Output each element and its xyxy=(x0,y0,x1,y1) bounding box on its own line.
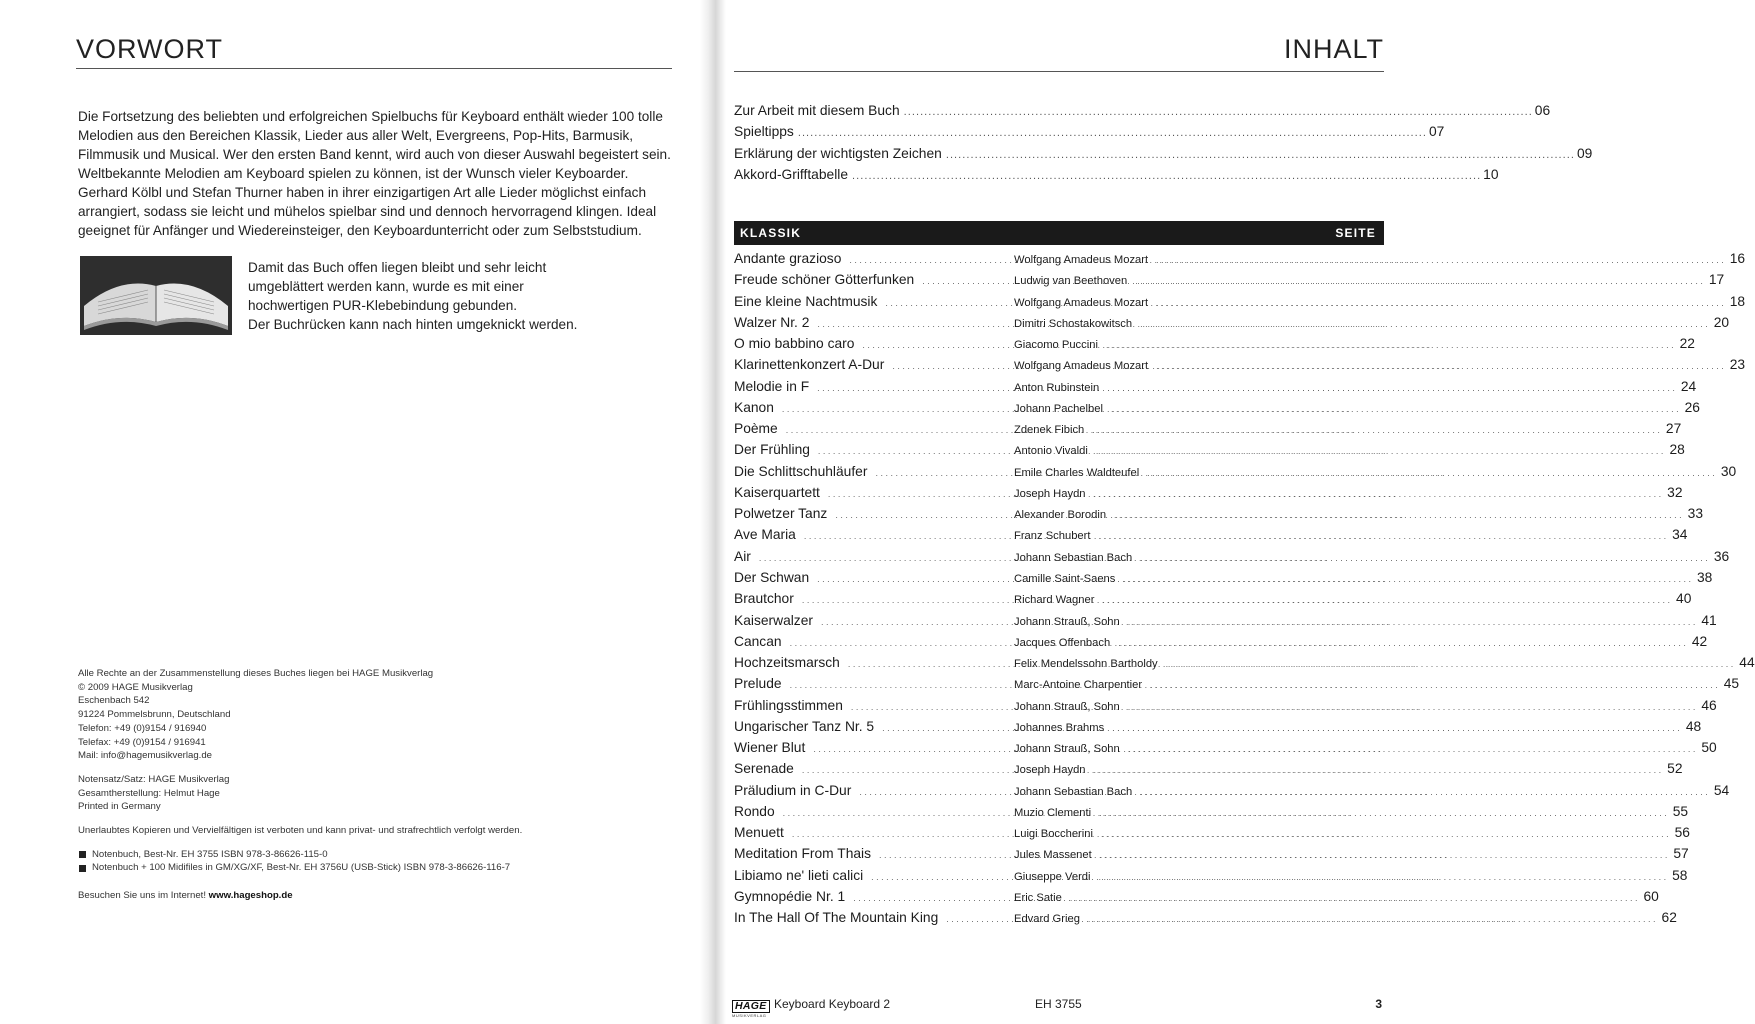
square-bullet-icon xyxy=(79,865,86,872)
toc-entry[interactable] xyxy=(734,825,1690,846)
right-page xyxy=(726,0,1755,1024)
title-cell xyxy=(734,591,1014,606)
logo-subtext: MUSIKVERLAG xyxy=(732,1013,767,1018)
dot-leader xyxy=(1088,914,1656,924)
product-line xyxy=(78,848,678,862)
toc-entry-composer: Johann Strauß, Sohn xyxy=(1014,615,1120,628)
toc-entry-composer: Marc-Antoine Charpentier xyxy=(1014,679,1143,692)
toc-entry-page: 06 xyxy=(1534,103,1551,118)
toc-entry[interactable] xyxy=(734,612,1717,634)
composer-cell xyxy=(1014,318,1714,330)
toc-entry-page: 57 xyxy=(1673,846,1689,862)
toc-entry[interactable] xyxy=(734,463,1737,485)
toc-entry[interactable] xyxy=(734,527,1688,548)
toc-entry-page: 17 xyxy=(1708,272,1725,288)
toc-entry-title: Cancan xyxy=(734,633,782,649)
composer-cell xyxy=(1014,594,1676,606)
toc-entry-title: Präludium in C-Dur xyxy=(734,782,852,798)
toc-entry-title: Air xyxy=(734,548,751,564)
toc-entry-title: Poème xyxy=(734,421,778,437)
toc-entry-title: Serenade xyxy=(734,761,794,777)
dot-leader xyxy=(1094,765,1662,775)
title-cell xyxy=(734,315,1014,330)
title-cell xyxy=(734,549,1014,564)
toc-entry-composer: Emile Charles Waldteufel xyxy=(1014,466,1140,479)
section-header-klassik xyxy=(734,221,1384,245)
section-label: KLASSIK xyxy=(740,226,802,240)
toc-entry-page: 26 xyxy=(1684,399,1700,415)
composer-cell xyxy=(1014,637,1692,649)
dot-leader xyxy=(1100,850,1668,860)
imprint-typesetting: Notensatz/Satz: HAGE Musikverlag xyxy=(78,773,230,785)
toc-entry-composer: Franz Schubert xyxy=(1014,530,1091,543)
toc-entry[interactable] xyxy=(734,888,1659,910)
website-link[interactable]: www.hageshop.de xyxy=(208,890,293,902)
composer-cell xyxy=(1014,254,1730,266)
title-cell xyxy=(734,698,1014,713)
toc-entry-title: Erklärung der wichtigsten Zeichen xyxy=(734,145,942,161)
imprint xyxy=(78,667,678,903)
toc-entry[interactable] xyxy=(734,782,1730,804)
toc-entry-title: Ungarischer Tanz Nr. 5 xyxy=(734,718,875,734)
title-cell xyxy=(734,910,1014,925)
dot-leader xyxy=(1096,446,1664,456)
toc-entry[interactable] xyxy=(734,761,1683,782)
toc-entry-page: 45 xyxy=(1723,676,1740,692)
open-book-photo xyxy=(80,256,232,335)
toc-entry[interactable] xyxy=(734,867,1688,889)
composer-cell xyxy=(1014,360,1730,372)
toc-entry-composer: Johann Strauß, Sohn xyxy=(1014,700,1120,713)
toc-entry-composer: Muzio Clementi xyxy=(1014,806,1092,819)
intro-paragraph xyxy=(78,107,678,240)
toc-entry-page: 07 xyxy=(1428,124,1445,140)
toc-entry-page: 18 xyxy=(1729,293,1746,309)
composer-cell xyxy=(1014,297,1730,309)
toc-entry-page: 41 xyxy=(1701,612,1717,628)
toc-klassik-list xyxy=(734,251,1755,932)
composer-cell xyxy=(1014,382,1681,394)
composer-cell xyxy=(1014,828,1675,840)
dot-leader xyxy=(1099,872,1667,882)
composer-cell xyxy=(1014,892,1644,904)
composer-cell xyxy=(1014,807,1673,819)
composer-cell xyxy=(1014,849,1673,861)
section-page-label: SEITE xyxy=(1335,226,1376,240)
toc-entry-composer: Richard Wagner xyxy=(1014,594,1095,607)
imprint-fax: Telefax: +49 (0)9154 / 916941 xyxy=(78,736,206,748)
toc-entry-composer: Edvard Grieg xyxy=(1014,913,1080,926)
hage-logo xyxy=(732,996,767,1018)
imprint-mail: Mail: info@hagemusikverlag.de xyxy=(78,750,212,762)
binding-line: hochwertigen PUR-Klebebindung gebunden. xyxy=(248,298,518,313)
title-cell xyxy=(734,655,1014,670)
toc-entry-composer: Alexander Borodin xyxy=(1014,509,1107,522)
toc-entry-title: Brautchor xyxy=(734,591,794,607)
toc-entry-page: 54 xyxy=(1713,782,1730,798)
toc-entry[interactable] xyxy=(734,697,1717,719)
toc-entry-composer: Johannes Brahms xyxy=(1014,721,1105,734)
toc-entry-composer: Eric Satie xyxy=(1014,891,1062,904)
dot-leader xyxy=(1140,787,1708,797)
title-cell xyxy=(734,442,1014,457)
toc-entry-composer: Zdenek Fibich xyxy=(1014,424,1085,437)
dot-leader xyxy=(1156,298,1724,308)
title-cell xyxy=(734,506,1014,521)
composer-cell xyxy=(1014,679,1724,691)
toc-entry[interactable] xyxy=(734,676,1740,697)
title-cell xyxy=(734,379,1014,394)
composer-cell xyxy=(1014,275,1709,287)
toc-entry-page: 36 xyxy=(1713,548,1730,564)
title-cell xyxy=(734,719,1014,734)
dot-leader xyxy=(1070,893,1638,903)
toc-entry-title: Rondo xyxy=(734,803,775,819)
composer-cell xyxy=(1014,764,1667,776)
title-cell xyxy=(734,740,1014,755)
toc-intro-entries xyxy=(734,103,1593,188)
intro-line: Gerhard Kölbl und Stefan Thurner haben in ihrer einzigartigen Art alle Lieder möglichst einfach xyxy=(78,185,647,200)
toc-entry[interactable] xyxy=(734,166,1499,188)
toc-entry[interactable] xyxy=(734,378,1697,400)
title-cell xyxy=(734,357,1014,372)
dot-leader xyxy=(1114,510,1682,520)
title-cell xyxy=(734,761,1014,776)
title-cell xyxy=(734,889,1014,904)
page-number: 3 xyxy=(1375,997,1382,1011)
title-cell xyxy=(734,336,1014,351)
composer-cell xyxy=(1014,339,1680,351)
dot-leader xyxy=(1135,276,1703,286)
toc-entry-page: 38 xyxy=(1696,569,1713,585)
toc-entry[interactable] xyxy=(734,548,1730,570)
logo-text: HAGE xyxy=(732,1000,770,1013)
page-footer xyxy=(726,994,1388,1018)
toc-entry-page: 60 xyxy=(1643,888,1659,904)
toc-entry[interactable] xyxy=(734,293,1746,315)
binding-note xyxy=(248,258,668,334)
toc-entry[interactable] xyxy=(734,591,1692,612)
imprint-phone: Telefon: +49 (0)9154 / 916940 xyxy=(78,722,207,734)
toc-entry-composer: Joseph Haydn xyxy=(1014,487,1086,500)
toc-entry-title: Ave Maria xyxy=(734,527,796,543)
toc-entry-title: Der Schwan xyxy=(734,569,810,585)
imprint-city: 91224 Pommelsbrunn, Deutschland xyxy=(78,709,231,721)
intro-line: Melodien aus den Bereichen Klassik, Lieder aus aller Welt, Evergreens, Pop-Hits, Barmusik, xyxy=(78,128,634,143)
composer-cell xyxy=(1014,913,1662,925)
toc-entry-page: 33 xyxy=(1687,506,1704,522)
toc-entry-page: 42 xyxy=(1691,633,1708,649)
toc-entry-composer: Antonio Vivaldi xyxy=(1014,445,1088,458)
title-cell xyxy=(734,825,1014,840)
toc-entry-page: 30 xyxy=(1720,463,1737,479)
toc-entry-page: 10 xyxy=(1483,166,1499,182)
toc-entry-page: 09 xyxy=(1576,145,1593,161)
toc-entry-page: 27 xyxy=(1665,421,1682,437)
title-cell xyxy=(734,464,1014,479)
composer-cell xyxy=(1014,701,1701,713)
composer-cell xyxy=(1014,424,1666,436)
book-gutter xyxy=(700,0,726,1024)
toc-entry[interactable] xyxy=(734,399,1700,421)
toc-entry-title: Eine kleine Nachtmusik xyxy=(734,293,878,309)
toc-entry-page: 52 xyxy=(1667,761,1683,777)
toc-entry-composer: Johann Sebastian Bach xyxy=(1014,551,1133,564)
toc-entry-title: In The Hall Of The Mountain King xyxy=(734,910,939,926)
toc-entry-title: Zur Arbeit mit diesem Buch xyxy=(734,103,900,118)
title-cell xyxy=(734,570,1014,585)
imprint-street: Eschenbach 542 xyxy=(78,695,150,707)
toc-entry-composer: Luigi Boccherini xyxy=(1014,828,1093,841)
intro-line: Weltbekannte Melodien am Keyboard spielen zu können, ist der Wunsch vieler Keyboarder. xyxy=(78,166,629,181)
toc-entry[interactable] xyxy=(734,251,1746,272)
toc-entry-page: 62 xyxy=(1661,910,1677,926)
toc-entry[interactable] xyxy=(734,569,1713,591)
toc-entry-page: 40 xyxy=(1676,591,1692,607)
toc-entry[interactable] xyxy=(734,272,1725,293)
title-cell xyxy=(734,272,1014,287)
title-cell xyxy=(734,527,1014,542)
toc-entry-title: Melodie in F xyxy=(734,378,810,394)
title-cell xyxy=(734,804,1014,819)
toc-entry-title: Gymnopédie Nr. 1 xyxy=(734,888,846,904)
toc-entry-page: 46 xyxy=(1701,697,1717,713)
toc-entry-page: 44 xyxy=(1739,655,1755,671)
dot-leader xyxy=(1092,425,1660,435)
composer-cell xyxy=(1014,488,1667,500)
dot-leader xyxy=(1147,468,1715,478)
intro-line: Die Fortsetzung des beliebten und erfolgreichen Spielbuchs für Keyboard enthält wieder 100 tolle xyxy=(78,109,663,124)
composer-cell xyxy=(1014,786,1714,798)
toc-entry-page: 48 xyxy=(1685,718,1702,734)
imprint-rights: Alle Rechte an der Zusammenstellung dieses Buches liegen bei HAGE Musikverlag xyxy=(78,668,434,679)
toc-entry-page: 56 xyxy=(1674,825,1690,841)
toc-entry[interactable] xyxy=(734,633,1708,655)
heading-rule xyxy=(734,71,1384,72)
toc-entry-title: Meditation From Thais xyxy=(734,846,871,862)
dot-leader xyxy=(1094,489,1662,499)
toc-entry[interactable] xyxy=(734,910,1677,931)
dot-leader xyxy=(1128,617,1696,627)
toc-entry-page: 32 xyxy=(1667,484,1683,500)
toc-entry-title: Akkord-Grifftabelle xyxy=(734,166,848,182)
toc-entry-page: 22 xyxy=(1679,336,1695,352)
toc-entry-composer: Wolfgang Amadeus Mozart xyxy=(1014,296,1149,309)
imprint-production: Gesamtherstellung: Helmut Hage xyxy=(78,787,220,799)
toc-entry-composer: Giacomo Puccini xyxy=(1014,339,1098,352)
page-heading-vorwort: VORWORT xyxy=(76,34,224,64)
dot-leader xyxy=(1101,829,1669,839)
dot-leader xyxy=(1118,638,1686,648)
dot-leader xyxy=(1156,361,1724,371)
toc-entry-title: Polwetzer Tanz xyxy=(734,506,828,522)
composer-cell xyxy=(1014,530,1672,542)
toc-entry-title: Wiener Blut xyxy=(734,740,806,756)
dot-leader xyxy=(1128,702,1696,712)
toc-entry[interactable] xyxy=(734,484,1683,506)
title-cell xyxy=(734,846,1014,861)
toc-entry-title: Menuett xyxy=(734,825,784,841)
composer-cell xyxy=(1014,552,1714,564)
title-cell xyxy=(734,421,1014,436)
toc-entry[interactable] xyxy=(734,655,1755,676)
toc-entry-composer: Jules Massenet xyxy=(1014,849,1092,862)
dot-leader xyxy=(1166,659,1734,669)
toc-entry[interactable] xyxy=(734,103,1551,124)
toc-entry-composer: Johann Strauß, Sohn xyxy=(1014,743,1120,756)
composer-cell xyxy=(1014,658,1739,670)
toc-entry-composer: Wolfgang Amadeus Mozart xyxy=(1014,254,1149,266)
toc-entry-page: 55 xyxy=(1672,803,1689,819)
toc-entry-title: Kaiserquartett xyxy=(734,484,820,500)
dot-leader xyxy=(1106,340,1674,350)
toc-entry-page: 34 xyxy=(1672,527,1688,543)
toc-entry-title: O mio babbino caro xyxy=(734,336,855,352)
toc-entry-composer: Wolfgang Amadeus Mozart xyxy=(1014,360,1149,373)
visit-prefix: Besuchen Sie uns im Internet! xyxy=(78,890,206,902)
toc-entry[interactable] xyxy=(734,442,1685,463)
dot-leader xyxy=(1098,531,1666,541)
page-heading-inhalt: INHALT xyxy=(1283,34,1384,64)
toc-entry-composer: Joseph Haydn xyxy=(1014,764,1086,777)
toc-entry[interactable] xyxy=(734,124,1445,145)
composer-cell xyxy=(1014,403,1685,415)
toc-entry-page: 58 xyxy=(1672,867,1688,883)
binding-line: umgeblättert werden kann, wurde es mit einer xyxy=(248,279,524,294)
toc-entry-page: 24 xyxy=(1680,378,1697,394)
toc-entry[interactable] xyxy=(734,718,1702,740)
title-cell xyxy=(734,634,1014,649)
dot-leader xyxy=(852,170,1479,182)
toc-entry-title: Klarinettenkonzert A-Dur xyxy=(734,357,885,373)
intro-line: geeignet für Anfänger und Wiedereinsteiger, den Keyboardunterricht oder zum Selbststudium. xyxy=(78,223,642,238)
dot-leader xyxy=(946,149,1573,161)
dot-leader xyxy=(1150,680,1718,690)
toc-entry-page: 16 xyxy=(1729,251,1746,266)
toc-entry[interactable] xyxy=(734,506,1704,527)
toc-entry-composer: Jacques Offenbach xyxy=(1014,636,1111,649)
toc-entry-composer: Felix Mendelssohn Bartholdy xyxy=(1014,658,1158,671)
composer-cell xyxy=(1014,573,1697,585)
toc-entry-composer: Camille Saint-Saens xyxy=(1014,572,1116,585)
title-cell xyxy=(734,485,1014,500)
toc-entry-title: Frühlingsstimmen xyxy=(734,697,843,713)
toc-entry-title: Kanon xyxy=(734,399,774,415)
toc-entry-page: 50 xyxy=(1701,740,1717,756)
toc-entry-page: 23 xyxy=(1729,357,1746,373)
toc-entry-title: Libiamo ne' lieti calici xyxy=(734,867,864,883)
dot-leader xyxy=(904,106,1531,118)
imprint-copy-notice: Unerlaubtes Kopieren und Vervielfältigen ist verboten und kann privat- und strafrechtlich verfolgt werden. xyxy=(78,825,523,837)
footer-code: EH 3755 xyxy=(1035,997,1082,1011)
product-line xyxy=(78,861,678,875)
toc-entry-title: Freude schöner Götterfunken xyxy=(734,272,915,288)
toc-entry[interactable] xyxy=(734,803,1689,825)
toc-entry-page: 20 xyxy=(1713,314,1730,330)
composer-cell xyxy=(1014,616,1701,628)
toc-entry-title: Prelude xyxy=(734,676,782,692)
title-cell xyxy=(734,783,1014,798)
dot-leader xyxy=(1128,744,1696,754)
toc-entry-title: Kaiserwalzer xyxy=(734,612,813,628)
dot-leader xyxy=(798,127,1425,139)
square-bullet-icon xyxy=(79,851,86,858)
toc-entry-title: Andante grazioso xyxy=(734,251,842,266)
dot-leader xyxy=(1123,574,1691,584)
toc-entry[interactable] xyxy=(734,421,1682,442)
composer-cell xyxy=(1014,743,1701,755)
toc-entry-composer: Johann Pachelbel xyxy=(1014,402,1103,415)
title-cell xyxy=(734,251,1014,266)
imprint-copyright: © 2009 HAGE Musikverlag xyxy=(78,681,193,693)
composer-cell xyxy=(1014,871,1672,883)
title-cell xyxy=(734,400,1014,415)
binding-line: Damit das Buch offen liegen bleibt und sehr leicht xyxy=(248,260,547,275)
composer-cell xyxy=(1014,509,1688,521)
heading-rule xyxy=(76,68,672,69)
dot-leader xyxy=(1107,383,1675,393)
toc-entry-title: Walzer Nr. 2 xyxy=(734,314,810,330)
intro-line: arrangiert, sodass sie leicht und mühelos spielbar sind und dennoch hervorragend klingen. Ideal xyxy=(78,204,657,219)
composer-cell xyxy=(1014,445,1669,457)
toc-entry-title: Hochzeitsmarsch xyxy=(734,655,840,671)
title-cell xyxy=(734,294,1014,309)
dot-leader xyxy=(1102,595,1670,605)
dot-leader xyxy=(1140,319,1708,329)
footer-book-title: Keyboard Keyboard 2 xyxy=(774,997,891,1011)
toc-entry-composer: Giuseppe Verdi xyxy=(1014,870,1091,883)
toc-entry[interactable] xyxy=(734,740,1717,761)
imprint-printed: Printed in Germany xyxy=(78,801,161,813)
toc-entry-composer: Anton Rubinstein xyxy=(1014,381,1100,394)
toc-entry-title: Spieltipps xyxy=(734,124,794,140)
dot-leader xyxy=(1111,404,1679,414)
title-cell xyxy=(734,613,1014,628)
toc-entry-title: Der Frühling xyxy=(734,442,810,458)
toc-entry[interactable] xyxy=(734,357,1746,378)
toc-entry-title: Die Schlittschuhläufer xyxy=(734,463,868,479)
toc-entry-page: 28 xyxy=(1669,442,1685,458)
dot-leader xyxy=(1099,808,1667,818)
toc-entry-composer: Dimitri Schostakowitsch xyxy=(1014,317,1133,330)
product-text: Notenbuch, Best-Nr. EH 3755 ISBN 978-3-86626-115-0 xyxy=(92,848,328,860)
title-cell xyxy=(734,868,1014,883)
binding-line: Der Buchrücken kann nach hinten umgeknickt werden. xyxy=(248,317,578,332)
intro-line: Filmmusik und Musical. Wer den ersten Band kennt, wird auch von dieser Auswahl begeistert sein. xyxy=(78,147,671,162)
left-page xyxy=(0,0,700,1024)
toc-entry[interactable] xyxy=(734,314,1730,336)
dot-leader xyxy=(1140,553,1708,563)
toc-entry[interactable] xyxy=(734,145,1593,167)
composer-cell xyxy=(1014,467,1721,479)
composer-cell xyxy=(1014,722,1686,734)
toc-entry[interactable] xyxy=(734,846,1689,867)
toc-entry-composer: Johann Sebastian Bach xyxy=(1014,785,1133,798)
product-text: Notenbuch + 100 Midifiles in GM/XG/XF, Best-Nr. EH 3756U (USB-Stick) ISBN 978-3-86626-116-7 xyxy=(92,862,511,874)
toc-entry[interactable] xyxy=(734,336,1695,357)
title-cell xyxy=(734,676,1014,691)
visit-line xyxy=(78,889,678,903)
dot-leader xyxy=(1112,723,1680,733)
dot-leader xyxy=(1156,255,1724,265)
toc-entry-composer: Ludwig van Beethoven xyxy=(1014,275,1128,288)
